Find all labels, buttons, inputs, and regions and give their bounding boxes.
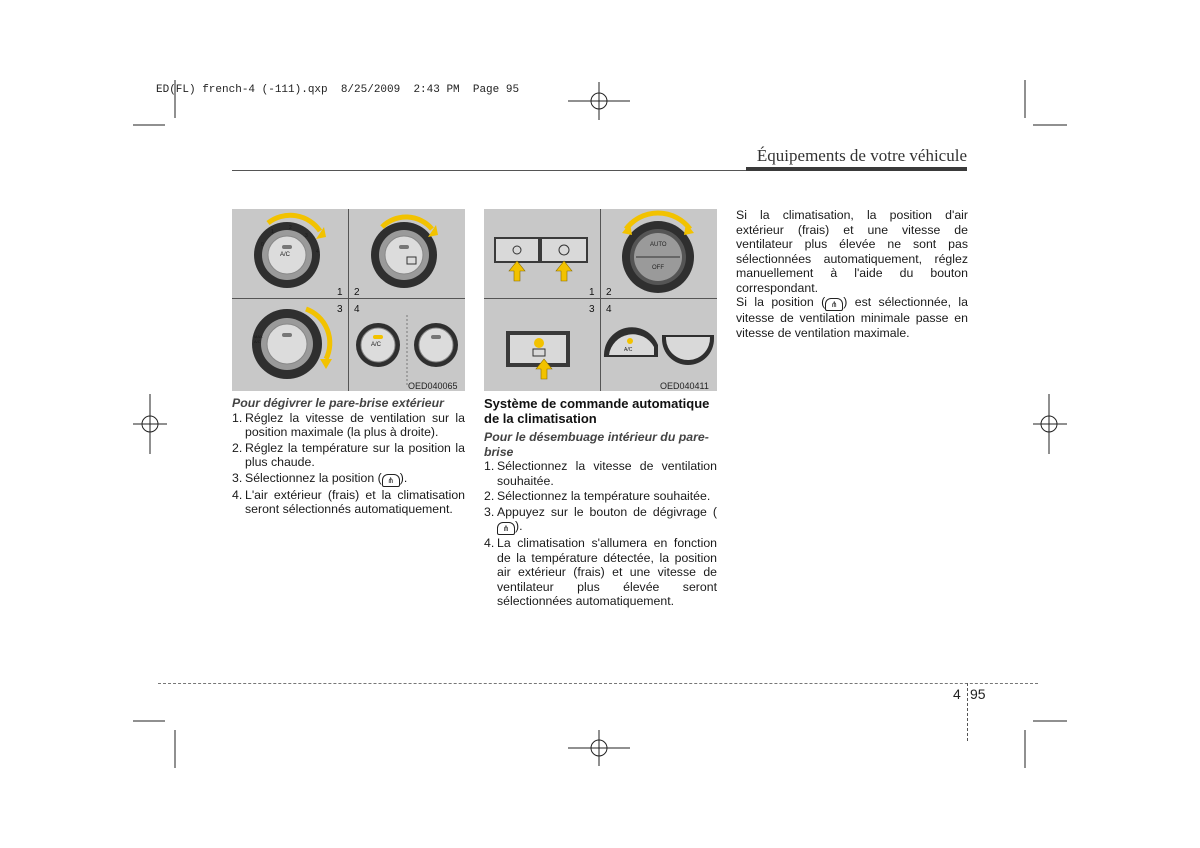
list-item: 3. Appuyez sur le bouton de dégivrage (⋔ ). <box>484 504 717 533</box>
steps-list <box>232 411 465 517</box>
steps-list <box>484 459 717 609</box>
quad-label-4: 4 <box>354 304 360 315</box>
list-item: 4. La climatisation s'allumera en fonction de la température détectée, la position air extérieur (frais) et une vitesse de ventilateur plus élevée seront sélectionnées automatiquement. <box>484 536 717 608</box>
quad-label-2: 2 <box>606 287 612 298</box>
list-item: 1. Sélectionnez la vitesse de ventilation souhaitée. <box>484 459 717 488</box>
footer-dashed-rule <box>158 683 1038 684</box>
column-2 <box>484 396 717 610</box>
dial-off-label: OFF <box>652 265 664 271</box>
section-title: Équipements de votre véhicule <box>756 146 967 165</box>
subheading-defrost-exterior: Pour dégivrer le pare-brise extérieur <box>232 396 444 410</box>
page-number: 95 <box>970 686 986 702</box>
figure-left-code: OED040065 <box>408 381 458 391</box>
fan-speed-0: 0 <box>261 242 264 248</box>
paragraph: Si la position ( ⋔ ) est sélectionnée, la vitesse de ventilation minimale passe en vitesse de ventilation maximale. <box>736 295 968 340</box>
header-bar <box>746 167 967 171</box>
auto-hvac-illustration <box>484 209 717 391</box>
dial-max-ac-label: MAX A/C <box>254 334 263 344</box>
quad-label-2: 2 <box>354 287 360 298</box>
list-item: 4. L'air extérieur (frais) et la climatisation seront sélectionnés automatiquement. <box>232 487 465 516</box>
figure-left <box>232 209 465 391</box>
quad-label-1: 1 <box>589 287 595 298</box>
button-ac-label: A/C <box>371 342 382 348</box>
footer-page-divider <box>967 683 968 741</box>
dial-auto-label: AUTO <box>650 242 667 248</box>
chapter-number: 4 <box>953 686 961 702</box>
fan-speed-4: 4 <box>316 249 319 255</box>
print-slug: ED(FL) french-4 (-111).qxp 8/25/2009 2:43 PM Page 95 <box>156 84 520 96</box>
quad-label-3: 3 <box>337 304 343 315</box>
list-item: 2. Sélectionnez la température souhaitée. <box>484 489 711 503</box>
defrost-icon: ⋔ <box>382 474 400 487</box>
defrost-icon: ⋔ <box>825 298 843 311</box>
column-1 <box>232 396 465 518</box>
button-ac-label: A/C <box>624 347 633 353</box>
list-item: 2. Réglez la température sur la position la plus chaude. <box>232 440 465 469</box>
hvac-dials-illustration <box>232 209 465 391</box>
dial-ac-label: A/C <box>280 252 291 258</box>
fan-speed-1: 1 <box>271 229 274 235</box>
fan-speed-2: 2 <box>289 225 292 231</box>
quad-label-3: 3 <box>589 304 595 315</box>
section-heading: Système de commande automatique de la climatisation <box>484 396 710 426</box>
subheading-defog-interior: Pour le désembuage intérieur du pare-brise <box>484 430 709 459</box>
list-item: 1. Réglez la vitesse de ventilation sur la position maximale (la plus à droite). <box>232 410 465 439</box>
figure-right-code: OED040411 <box>660 381 709 391</box>
list-item: 3. Sélectionnez la position ( ⋔ ). <box>232 470 408 485</box>
fan-speed-3: 3 <box>305 233 308 239</box>
column-3 <box>736 208 968 340</box>
defrost-icon: ⋔ <box>497 522 515 535</box>
paragraph: Si la climatisation, la position d'air extérieur (frais) et une vitesse de ventilateur plus élevée ne sont pas sélectionnées automatiquement, réglez manuellement à l'aide du bouton correspondant. <box>736 208 968 295</box>
quad-label-1: 1 <box>337 287 343 298</box>
figure-right <box>484 209 717 391</box>
quad-label-4: 4 <box>606 304 612 315</box>
